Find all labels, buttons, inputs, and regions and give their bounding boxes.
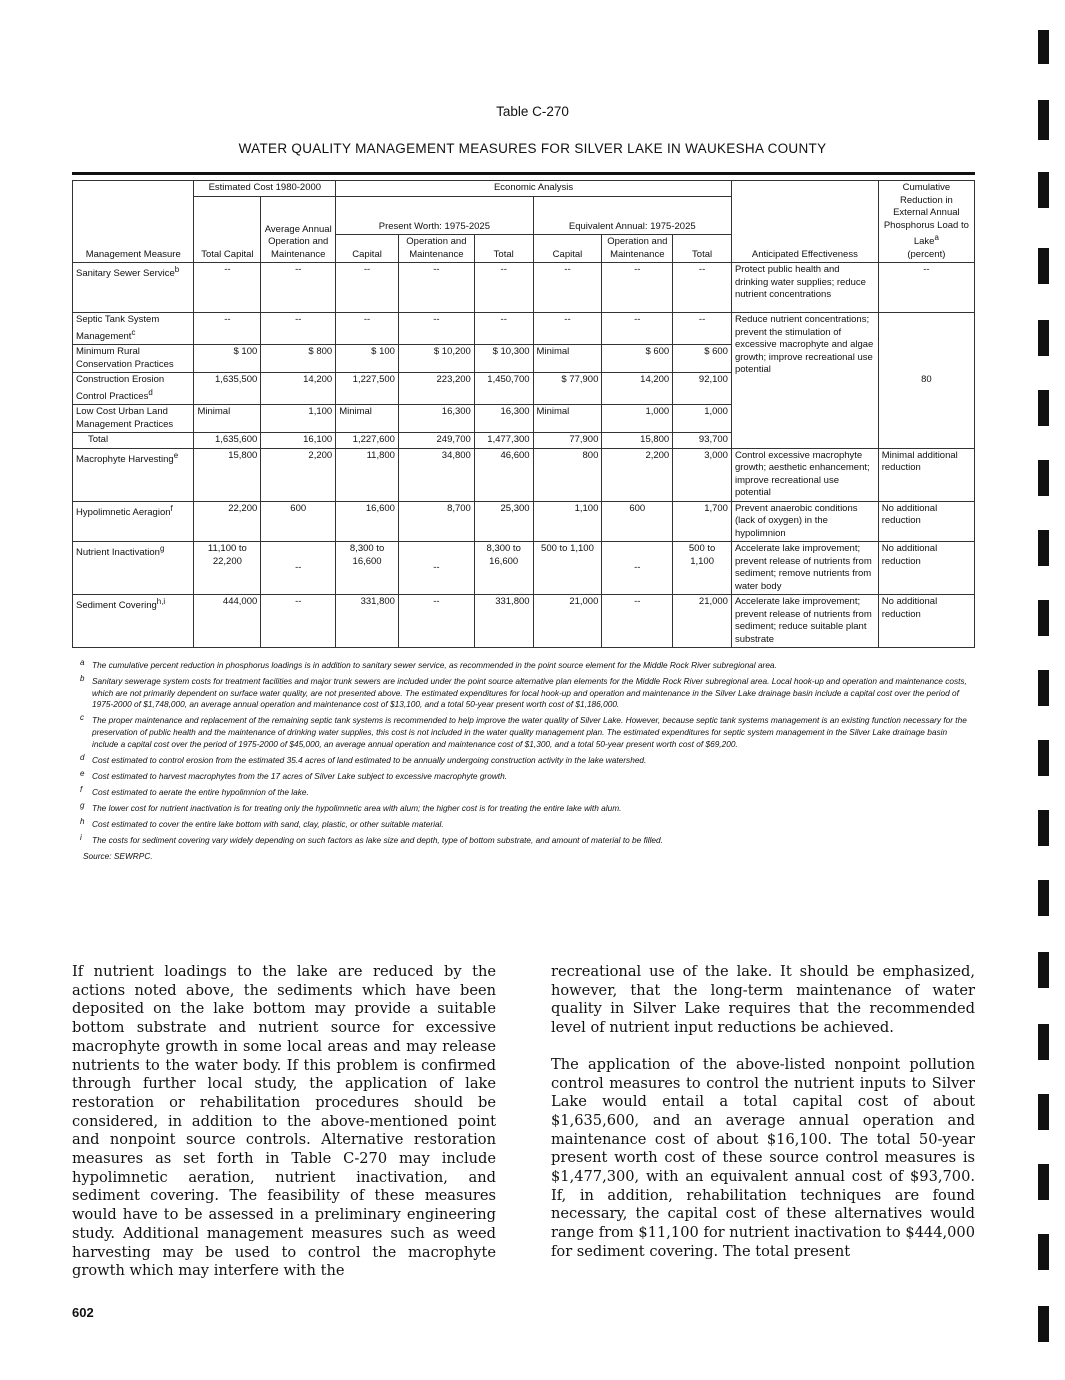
scan-edge-mark [1038, 460, 1049, 496]
value-cell: 14,200 [602, 373, 673, 405]
value-cell: 92,100 [673, 373, 732, 405]
footnote [80, 676, 975, 711]
measure-cell [73, 501, 194, 542]
footnote-mark: c [80, 713, 84, 723]
scan-edge-mark [1038, 30, 1049, 64]
header-ea-total: Total [673, 235, 732, 263]
scan-edge-mark [1038, 172, 1049, 208]
footnote-mark: g [80, 800, 85, 810]
value-cell: 1,477,300 [474, 433, 533, 449]
page-number: 602 [72, 1305, 94, 1320]
header-ea-capital: Capital [533, 235, 602, 263]
value-cell: $ 77,900 [533, 373, 602, 405]
measures-table [72, 180, 975, 648]
scan-edge-mark [1038, 740, 1049, 776]
measure-name: Construction Erosion Control Practices [76, 374, 165, 402]
value-cell: 93,700 [673, 433, 732, 449]
value-cell: 600 [602, 501, 673, 542]
scan-edge-mark [1038, 1094, 1049, 1130]
value-cell: 500 to 1,100 [533, 542, 602, 595]
body-paragraph: If nutrient loadings to the lake are reduced by the actions noted above, the sediments which have been deposited on the lake bottom may provide a suitable bottom substrate and nutrient source for excessive macrophyte growth in some local areas and may release nutrients to the water body. If this problem is confirmed through further local study, the application of lake restoration or rehabilitation procedures should be considered, in addition to the above-mentioned point and nonpoint source controls. Alternative restoration measures as set forth in Table C-270 may include hypolimnetic aeration, nutrient inactivation, and sediment covering. The feasibility of these measures would have to be assessed in a preliminary engineering study. Additional management measures such as weed harvesting may be used to control the macrophyte growth which may interfere with the [72, 963, 496, 1280]
effect-cell: Control excessive macrophyte growth; aesthetic enhancement; improve recreational use potential [731, 448, 878, 501]
footnote-mark: i [80, 833, 82, 843]
value-cell: 223,200 [398, 373, 474, 405]
value-cell: 8,300 to 16,600 [474, 542, 533, 595]
footnote-mark: h [80, 817, 85, 827]
value-cell: 1,100 [533, 501, 602, 542]
scan-edge-mark [1038, 390, 1049, 426]
effect-cell: Accelerate lake improvement; prevent release of nutrients from sediment; remove nutrients from water body [731, 542, 878, 595]
footnote-mark: c [131, 327, 136, 337]
scan-edge-mark [1038, 1234, 1049, 1270]
value-cell: -- [474, 313, 533, 345]
value-cell: 16,300 [398, 405, 474, 433]
value-cell: 22,200 [194, 501, 261, 542]
measure-name: Low Cost Urban Land Management Practices [73, 405, 194, 433]
value-cell: 2,200 [261, 448, 336, 501]
value-cell: 331,800 [336, 595, 399, 648]
value-cell: -- [194, 313, 261, 345]
footnote [80, 784, 975, 799]
header-equivalent-annual: Equivalent Annual: 1975-2025 [533, 196, 731, 235]
value-cell: 14,200 [261, 373, 336, 405]
reduction-cell: No additional reduction [878, 501, 974, 542]
footnote-text: The cumulative percent reduction in phosphorus loadings is in addition to sanitary sewer service, as recommended in the point source element for the Middle Rock River subregional area. [92, 660, 777, 670]
footnote [80, 660, 975, 672]
measure-cell [73, 542, 194, 595]
measure-name: Nutrient Inactivation [76, 547, 160, 559]
scan-edge-mark [1038, 248, 1049, 284]
header-management-measure: Management Measure [73, 181, 194, 263]
footnote [80, 768, 975, 783]
footnote-text: The lower cost for nutrient inactivation is for treating only the hypolimnetic area with alum; the higher cost is for treating the entire lake with alum. [92, 802, 622, 813]
measure-name: Septic Tank System Management [76, 314, 160, 342]
table-row [73, 501, 975, 542]
value-cell: 500 to 1,100 [673, 542, 732, 595]
value-cell: $ 100 [194, 345, 261, 373]
cumulative-reduction-label: Cumulative Reduction in External Annual Phosphorus Load to Lake [883, 182, 969, 248]
value-cell: 77,900 [533, 433, 602, 449]
value-cell: -- [673, 263, 732, 313]
value-cell: 25,300 [474, 501, 533, 542]
reduction-cell: Minimal additional reduction [878, 448, 974, 501]
footnote [80, 752, 975, 767]
value-cell: -- [398, 263, 474, 313]
value-cell: $ 800 [261, 345, 336, 373]
effect-cell: Accelerate lake improvement; prevent release of nutrients from sediment; reduce suitable plant substrate [731, 595, 878, 648]
value-cell: 2,200 [602, 448, 673, 501]
value-cell: -- [474, 263, 533, 313]
value-cell: 15,800 [194, 448, 261, 501]
scan-edge-mark [1038, 100, 1049, 140]
footnote-mark: h,i [156, 597, 166, 607]
table-row [73, 448, 975, 501]
value-cell: -- [398, 313, 474, 345]
footnote-text: The costs for sediment covering vary widely depending on such factors as lake size and depth, type of bottom substrate, and amount of material to be filled. [92, 835, 663, 846]
source-line: Source: SEWRPC. [83, 851, 153, 862]
value-cell: $ 600 [673, 345, 732, 373]
footnote [80, 819, 975, 831]
scan-edge-mark [1038, 320, 1049, 356]
header-avg-annual-om: Average Annual Operation and Maintenance [261, 196, 336, 263]
footnote-text: Cost estimated to harvest macrophytes from the 17 acres of Silver Lake subject to excessive macrophyte growth. [92, 770, 508, 781]
footnote-mark: g [159, 544, 165, 554]
measure-cell [73, 595, 194, 648]
header-ea-om: Operation and Maintenance [602, 235, 673, 263]
table-row [73, 542, 975, 595]
value-cell: 16,300 [474, 405, 533, 433]
value-cell: 1,635,500 [194, 373, 261, 405]
table-row [73, 313, 975, 345]
value-cell: Minimal [533, 405, 602, 433]
header-total-capital: Total Capital [194, 196, 261, 263]
value-cell: 600 [261, 501, 336, 542]
table-top-rule [72, 172, 975, 175]
value-cell: $ 600 [602, 345, 673, 373]
header-economic-analysis: Economic Analysis [336, 181, 732, 197]
value-cell: -- [602, 263, 673, 313]
footnote-mark: b [174, 265, 180, 275]
value-cell: -- [261, 542, 336, 595]
scan-edge-mark [1038, 1024, 1049, 1060]
reduction-cell: -- [878, 263, 974, 313]
value-cell: -- [194, 263, 261, 313]
value-cell: 11,100 to 22,200 [194, 542, 261, 595]
value-cell: -- [398, 595, 474, 648]
measure-cell [73, 373, 194, 405]
header-estimated-cost: Estimated Cost 1980-2000 [194, 181, 336, 197]
value-cell: -- [673, 313, 732, 345]
value-cell: -- [261, 263, 336, 313]
footnote [80, 715, 975, 750]
measure-name: Macrophyte Harvesting [76, 454, 174, 466]
value-cell: 1,000 [673, 405, 732, 433]
table-subtitle: WATER QUALITY MANAGEMENT MEASURES FOR SILVER LAKE IN WAUKESHA COUNTY [238, 141, 827, 156]
footnote-mark: d [80, 752, 85, 762]
scan-edge-mark [1038, 670, 1049, 706]
value-cell: -- [533, 313, 602, 345]
value-cell: 16,100 [261, 433, 336, 449]
footnote-mark: f [80, 784, 83, 794]
value-cell: 15,800 [602, 433, 673, 449]
scan-edge-mark [1038, 1306, 1049, 1342]
value-cell: -- [261, 595, 336, 648]
value-cell: Minimal [194, 405, 261, 433]
measure-name: Hypolimnetic Aeragion [76, 507, 171, 519]
group-effect-cell: Reduce nutrient concentrations; prevent the stimulation of excessive macrophyte and algae growth; improve recreational use potential [731, 313, 878, 449]
scan-edge-mark [1038, 952, 1049, 988]
value-cell: 21,000 [673, 595, 732, 648]
header-pw-om: Operation and Maintenance [398, 235, 474, 263]
measure-name: Minimum Rural Conservation Practices [73, 345, 194, 373]
header-anticipated-effectiveness: Anticipated Effectiveness [731, 181, 878, 263]
value-cell: Minimal [336, 405, 399, 433]
value-cell: 16,600 [336, 501, 399, 542]
footnote-text: The proper maintenance and replacement of the remaining septic tank systems is recommended to help improve the water quality of Silver Lake. However, because septic tank systems management is an existing function necessary for the preservation of public health and the maintenance of drinking water supplies, this cost is not included in the water quality management plan. The estimated expenditures for septic system management in the Silver Lake drainage basin include a capital cost over the period of 1975-2000 of $45,000, an average annual operation and maintenance cost of $1,300, and a total 50-year present worth cost of $69,200. [92, 715, 967, 749]
table-title: Table C-270 [496, 104, 569, 119]
value-cell: -- [336, 263, 399, 313]
value-cell: 1,635,600 [194, 433, 261, 449]
value-cell: -- [336, 313, 399, 345]
header-pw-capital: Capital [336, 235, 399, 263]
percent-label: (percent) [907, 248, 946, 260]
footnote-text: Cost estimated to aerate the entire hypolimnion of the lake. [92, 786, 309, 797]
footnote [80, 800, 975, 815]
value-cell: 1,700 [673, 501, 732, 542]
value-cell: 34,800 [398, 448, 474, 501]
value-cell: 331,800 [474, 595, 533, 648]
value-cell: $ 100 [336, 345, 399, 373]
value-cell: 3,000 [673, 448, 732, 501]
effect-cell: Protect public health and drinking water supplies; reduce nutrient concentrations [731, 263, 878, 313]
measure-name: Sediment Covering [76, 600, 157, 612]
table-row [73, 263, 975, 313]
value-cell: -- [602, 595, 673, 648]
footnote-mark: d [148, 387, 153, 397]
value-cell: Minimal [533, 345, 602, 373]
value-cell: 1,227,600 [336, 433, 399, 449]
value-cell: 8,700 [398, 501, 474, 542]
footnote-mark: b [80, 674, 85, 684]
group-reduction-cell: 80 [878, 313, 974, 449]
scan-edge-mark [1038, 880, 1049, 916]
footnote-mark: e [173, 450, 179, 460]
value-cell: -- [261, 313, 336, 345]
value-cell: -- [398, 542, 474, 595]
value-cell: 800 [533, 448, 602, 501]
reduction-cell: No additional reduction [878, 542, 974, 595]
body-column-left [72, 963, 496, 1299]
footnote-text: Cost estimated to cover the entire lake bottom with sand, clay, plastic, or other suitable material. [92, 819, 444, 830]
cumulative-reduction-sup: a [934, 233, 939, 242]
value-cell: 249,700 [398, 433, 474, 449]
measure-cell [73, 448, 194, 501]
scan-edge-mark [1038, 810, 1049, 846]
footnote-mark: a [80, 658, 85, 667]
reduction-cell: No additional reduction [878, 595, 974, 648]
value-cell: -- [602, 313, 673, 345]
value-cell: $ 10,200 [398, 345, 474, 373]
scan-edge-mark [1038, 600, 1049, 636]
measure-cell [73, 313, 194, 345]
footnote-text: Cost estimated to control erosion from the estimated 35.4 acres of land estimated to be annually undergoing construction activity in the lake watershed. [92, 754, 647, 765]
body-column-right [551, 963, 975, 1280]
footnote [80, 835, 975, 847]
value-cell: 46,600 [474, 448, 533, 501]
value-cell: $ 10,300 [474, 345, 533, 373]
footnote-text: Sanitary sewerage system costs for treatment facilities and major trunk sewers are included under the point source alternative plan elements for the Middle Rock River subregional area. Local hook-up and operation and maintenance costs, which are not primarily dependent on surface water quality, are not presented above. The estimated expenditures for local hook-up and operation and maintenance in the Silver Lake drainage basin include a capital cost over the period of 1975-2000 of $1,748,000, an average annual operation and maintenance cost of $13,100, and a total 50-year present worth cost of $1,186,000. [92, 676, 967, 710]
value-cell: 1,227,500 [336, 373, 399, 405]
effect-cell: Prevent anaerobic conditions (lack of oxygen) in the hypolimnion [731, 501, 878, 542]
scan-edge-mark [1038, 1164, 1049, 1200]
header-present-worth: Present Worth: 1975-2025 [336, 196, 533, 235]
footnotes [80, 660, 975, 863]
value-cell: 1,100 [261, 405, 336, 433]
value-cell: 21,000 [533, 595, 602, 648]
footnote-mark: f [170, 503, 173, 513]
value-cell: 1,000 [602, 405, 673, 433]
total-label [73, 433, 194, 449]
total-name: Total [88, 434, 109, 446]
value-cell: 1,450,700 [474, 373, 533, 405]
body-paragraph: recreational use of the lake. It should be emphasized, however, that the long-term maintenance of water quality in Silver Lake requires that the recommended level of nutrient input reductions be achieved. [551, 963, 975, 1037]
table-row [73, 595, 975, 648]
header-pw-total: Total [474, 235, 533, 263]
value-cell: -- [533, 263, 602, 313]
value-cell: 11,800 [336, 448, 399, 501]
body-paragraph: The application of the above-listed nonpoint pollution control measures to control the nutrient inputs to Silver Lake would entail a total capital cost of about $1,635,600, and an average annual operation and maintenance cost of about $16,100. The total 50-year present worth cost of these source control measures is $1,477,300, with an equivalent annual cost of $93,700. If, in addition, rehabilitation techniques are found necessary, the capital cost of these alternatives would range from $11,100 for nutrient inactivation to $444,000 for sediment covering. The total present [551, 1055, 975, 1260]
measure-name: Sanitary Sewer Service [76, 268, 175, 280]
value-cell: -- [602, 542, 673, 595]
header-cumulative-reduction [878, 181, 974, 263]
value-cell: 8,300 to 16,600 [336, 542, 399, 595]
value-cell: 444,000 [194, 595, 261, 648]
scan-edge-mark [1038, 530, 1049, 566]
measure-cell [73, 263, 194, 313]
footnote-mark: e [80, 768, 85, 778]
